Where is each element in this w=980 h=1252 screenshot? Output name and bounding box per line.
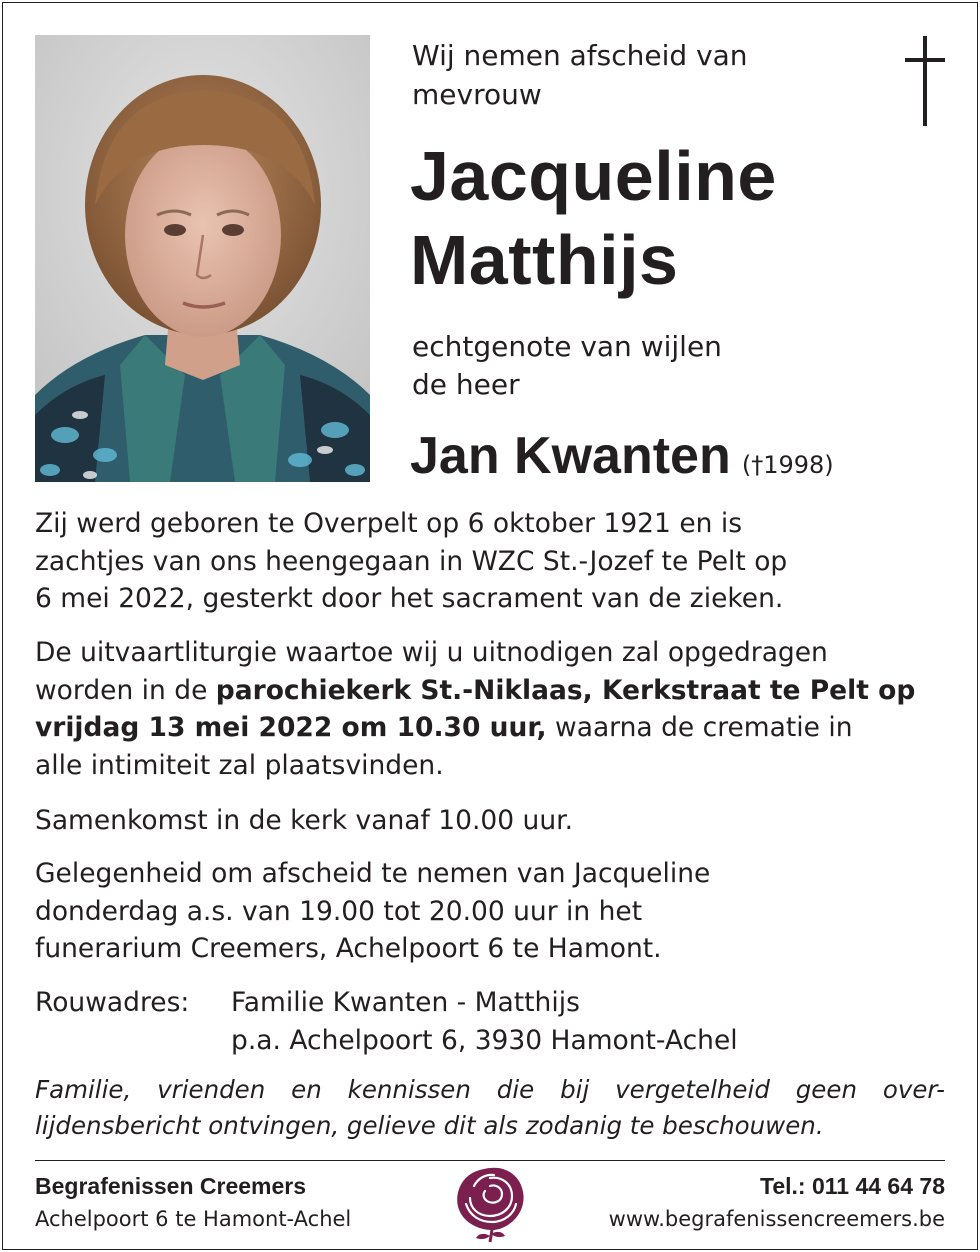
viewing-paragraph [35, 855, 945, 968]
paragraph-line: Zij werd geboren te Overpelt op 6 oktober 1921 en is [35, 508, 743, 539]
contact-info [609, 1170, 945, 1236]
intro-line-1: Wij nemen afscheid van [412, 39, 748, 72]
paragraph-line [35, 709, 945, 747]
funeral-paragraph [35, 634, 945, 784]
paragraph-line: 6 mei 2022, gesterkt door het sacrament van de zieken. [35, 583, 784, 614]
intro-line-2: mevrouw [412, 78, 542, 111]
paragraph-line: funerarium Creemers, Achelpoort 6 te Hamont. [35, 933, 662, 964]
deceased-name [410, 134, 910, 302]
intro-text [412, 36, 852, 114]
paragraph-line: Gelegenheid om afscheid te nemen van Jacqueline [35, 858, 711, 889]
paragraph-line [35, 672, 945, 710]
paragraph-text: worden in de [35, 674, 216, 706]
footer-divider [35, 1160, 945, 1161]
funeral-home-address: Achelpoort 6 te Hamont-Achel [35, 1207, 352, 1231]
paragraph-line: De uitvaartliturgie waartoe wij u uitnodigen zal opgedragen [35, 637, 828, 668]
phone-number: Tel.: 011 44 64 78 [760, 1173, 945, 1199]
note-line: Familie, vrienden en kennissen die bij vergetelheid geen over- [35, 1075, 945, 1104]
address-line: Familie Kwanten - Matthijs [231, 987, 580, 1018]
funeral-home-info [35, 1170, 351, 1236]
cross-icon [903, 36, 947, 126]
note-line: lijdensbericht ontvingen, gelieve dit als zodanig te beschouwen. [35, 1111, 824, 1140]
church-location: parochiekerk St.-Niklaas, Kerkstraat te Pelt op [215, 674, 916, 706]
address-label: Rouwadres: [35, 987, 190, 1018]
spouse-intro-text [412, 328, 852, 404]
spouse-name: Jan Kwanten [410, 427, 731, 485]
portrait-photo [35, 35, 370, 482]
funeral-home-name: Begrafenissen Creemers [35, 1173, 307, 1199]
rose-icon [452, 1164, 528, 1244]
gathering-paragraph [35, 802, 945, 840]
paragraph-line: Samenkomst in de kerk vanaf 10.00 uur. [35, 805, 573, 836]
funeral-datetime: vrijdag 13 mei 2022 om 10.30 uur, [35, 712, 547, 743]
paragraph-line: zachtjes van ons heengegaan in WZC St.-Jozef te Pelt op [35, 545, 788, 577]
website-link[interactable]: www.begrafenissencreemers.be [608, 1207, 945, 1231]
address-line: p.a. Achelpoort 6, 3930 Hamont-Achel [231, 1025, 738, 1056]
spouse-heading [410, 424, 834, 488]
paragraph-line: donderdag a.s. van 19.00 tot 20.00 uur in het [35, 895, 643, 927]
paragraph-text: waarna de crematie in [546, 712, 853, 743]
deceased-first-name: Jacqueline [410, 137, 777, 215]
spouse-intro-line-1: echtgenote van wijlen [412, 330, 722, 363]
deceased-last-name: Matthijs [410, 221, 679, 299]
paragraph-line: alle intimiteit zal plaatsvinden. [35, 749, 444, 781]
spouse-death-year: (†1998) [741, 451, 834, 479]
spouse-intro-line-2: de heer [412, 368, 520, 401]
address-lines [231, 984, 738, 1060]
notice-note [35, 1072, 945, 1144]
birth-death-paragraph [35, 505, 945, 618]
